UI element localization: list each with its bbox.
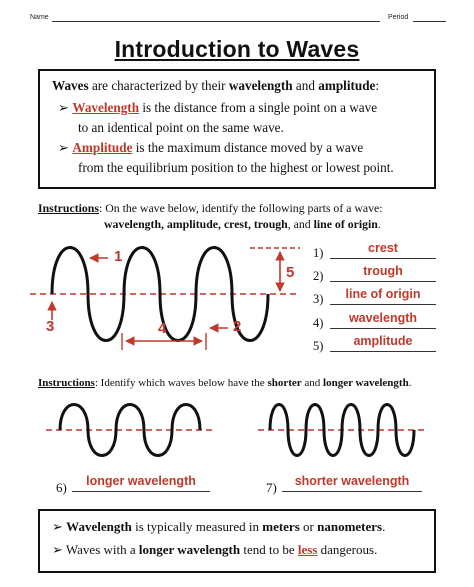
wavelength-term: wavelength <box>228 78 293 93</box>
intro-and: and <box>292 78 319 93</box>
bullet-amplitude-cont: from the equilibrium position to the highest or lowest point. <box>78 160 394 175</box>
answer-1-num: 1) <box>313 246 324 260</box>
answer-4: wavelength <box>348 311 418 325</box>
answer-6-line[interactable] <box>72 491 210 492</box>
answer-2: trough <box>363 264 403 278</box>
parts-origin: line of origin <box>313 217 378 231</box>
answer-5: amplitude <box>353 334 413 348</box>
instructions2-label: Instructions <box>38 377 95 389</box>
summary-nanometers: nanometers <box>317 519 383 534</box>
diagram-label-1: 1 <box>114 248 123 265</box>
period-label: Period <box>388 14 409 21</box>
answer-1-line[interactable] <box>330 258 436 259</box>
answer-6-num: 6) <box>56 480 67 495</box>
answer-1: crest <box>368 241 398 255</box>
instructions-text: : On the wave below, identify the following parts of a wave: <box>98 201 383 215</box>
instructions-label: Instructions <box>38 201 99 215</box>
wavelength-definition-term: Wavelength <box>72 100 140 115</box>
answer-2-num: 2) <box>313 269 324 283</box>
summary-meters: meters <box>262 519 300 534</box>
summary-text-1: is typically measured in <box>131 519 263 534</box>
instructions2-longer: longer wavelength <box>323 377 409 389</box>
summary-longer: longer wavelength <box>138 542 241 557</box>
diagram-label-4: 4 <box>158 320 167 337</box>
wavelength-definition: is the distance from a single point on a wave <box>139 100 378 115</box>
amplitude-definition: is the maximum distance moved by a wave <box>132 140 364 155</box>
parts-and: , and <box>287 217 314 231</box>
parts-trough: trough <box>253 217 288 231</box>
summary-wavelength: Wavelength <box>66 519 132 534</box>
instructions2-end: . <box>408 377 412 389</box>
arrow-bullet-icon: ➢ <box>58 100 70 115</box>
arrow-bullet-icon: ➢ <box>52 542 63 557</box>
summary-less: less <box>297 542 318 557</box>
name-label: Name <box>30 14 49 21</box>
page-title: Introduction to Waves <box>114 36 360 62</box>
answer-3-line[interactable] <box>330 304 436 305</box>
parts-list: wavelength, amplitude, crest <box>104 217 248 231</box>
instructions2-shorter: shorter <box>267 377 302 389</box>
answer-5-line[interactable] <box>330 351 436 352</box>
answer-4-num: 4) <box>313 316 324 330</box>
answer-2-line[interactable] <box>330 281 436 282</box>
answer-7: shorter wavelength <box>294 474 410 488</box>
intro-colon: : <box>375 78 380 93</box>
answer-3: line of origin <box>345 287 421 301</box>
diagram-label-3: 3 <box>46 318 55 335</box>
answer-5-num: 5) <box>313 339 324 353</box>
answer-7-line[interactable] <box>282 491 422 492</box>
parts-sep: , <box>247 217 254 231</box>
amplitude-definition-term: Amplitude <box>72 140 133 155</box>
parts-end: . <box>377 217 381 231</box>
summary-bullet-2 <box>52 541 377 559</box>
arrow-bullet-icon: ➢ <box>52 519 63 534</box>
answer-6: longer wavelength <box>86 474 196 488</box>
summary-text-2: Waves with a <box>65 542 139 557</box>
answer-7-num: 7) <box>266 480 277 495</box>
diagram-label-2: 2 <box>233 318 242 335</box>
summary-bullet-1 <box>52 518 385 536</box>
diagram-label-5: 5 <box>286 264 295 281</box>
summary-tend: tend to be <box>240 542 298 557</box>
section2-instructions <box>38 375 411 391</box>
bullet-wavelength-cont: to an identical point on the same wave. <box>78 120 284 135</box>
intro-text: are characterized by their <box>88 78 229 93</box>
summary-end-1: . <box>382 519 386 534</box>
waves-term: Waves <box>52 78 89 93</box>
summary-end-2: dangerous. <box>317 542 378 557</box>
amplitude-term: amplitude <box>318 78 376 93</box>
instructions2-text: : Identify which waves below have the <box>94 377 268 389</box>
instructions2-and: and <box>301 377 324 389</box>
answer-4-line[interactable] <box>330 328 436 329</box>
arrow-bullet-icon: ➢ <box>58 140 70 155</box>
summary-or: or <box>299 519 318 534</box>
answer-3-num: 3) <box>313 292 324 306</box>
